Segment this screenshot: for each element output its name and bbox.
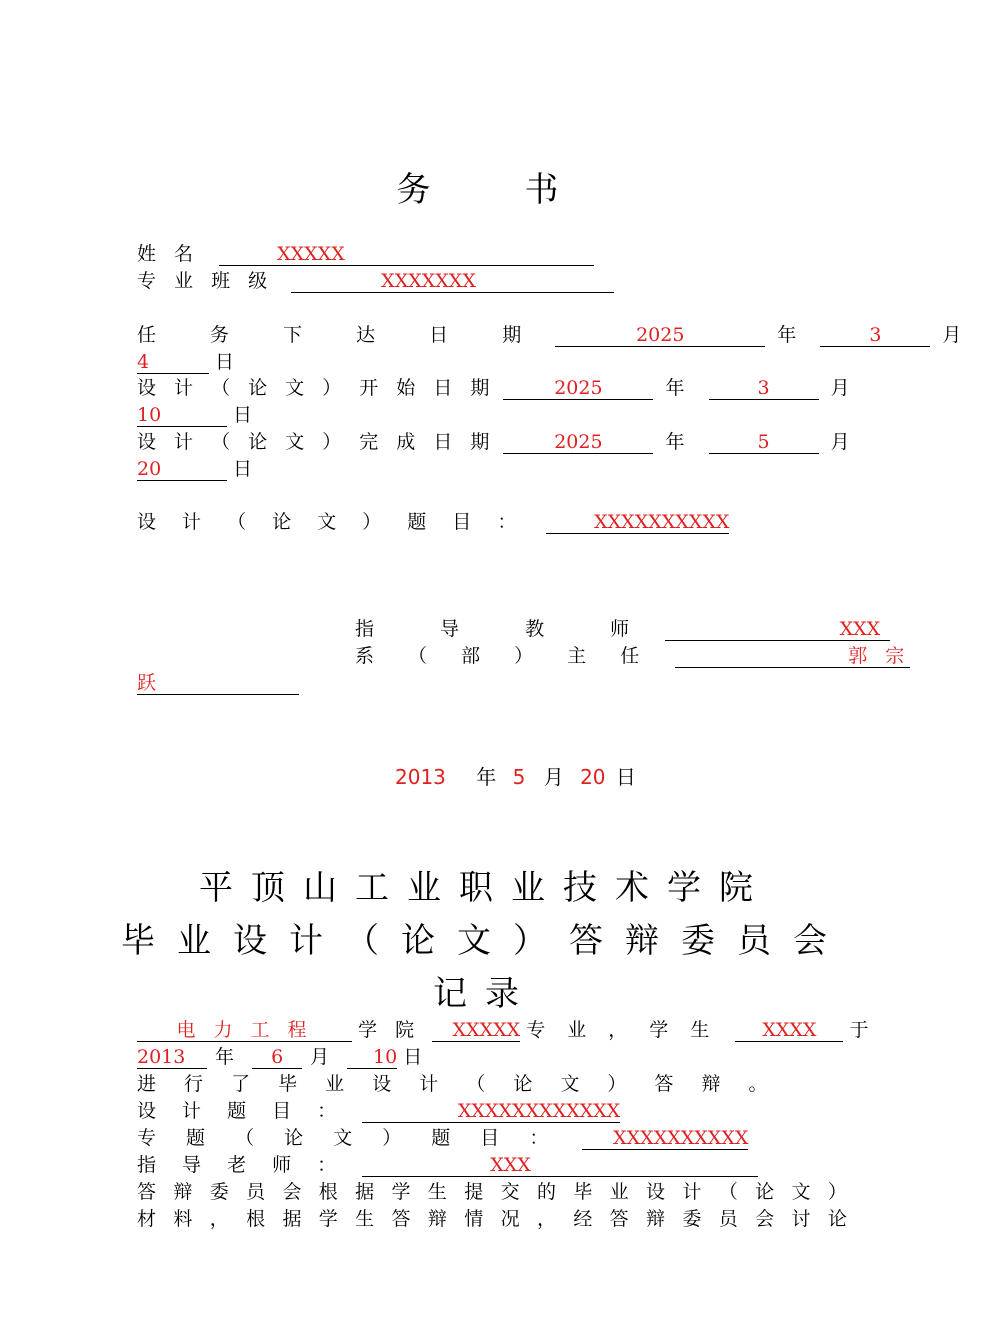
topic-label: 设 计 （ 论 文 ） 题 目 ： (137, 511, 527, 533)
paragraph-char: 计 (682, 1181, 702, 1203)
record-year-field[interactable] (137, 1044, 207, 1069)
paragraph-char: 业 (609, 1181, 629, 1203)
paragraph-char: 生 (355, 1208, 375, 1230)
signing-date (395, 761, 636, 790)
paragraph-char: 辩 (173, 1181, 193, 1203)
finish-date-row (137, 429, 850, 455)
defense-text: 进 行 了 毕 业 设 计 （ 论 文 ） 答 辩 。 (137, 1073, 779, 1095)
record-topic-field[interactable] (362, 1098, 620, 1123)
finish-day-row (137, 456, 847, 482)
month-char: 月 (543, 765, 564, 789)
start-year: 2025 (554, 377, 603, 399)
finish-year: 2025 (554, 431, 603, 453)
start-day-field[interactable] (137, 402, 227, 427)
assign-month-field[interactable] (820, 322, 930, 347)
name-row (137, 241, 847, 267)
assign-day: 4 (137, 351, 150, 373)
start-year-field[interactable] (503, 375, 653, 400)
director-label: 系 （ 部 ） 主 任 (355, 645, 654, 667)
paragraph-char: 据 (282, 1208, 302, 1230)
assign-day-row (137, 349, 847, 375)
director-row (355, 643, 911, 669)
paragraph-char: 学 (318, 1208, 338, 1230)
finish-month-field[interactable] (709, 429, 819, 454)
year-char: 年 (665, 431, 685, 453)
start-day-row (137, 402, 847, 428)
month-char: 月 (942, 324, 962, 346)
topic-value: XXXXXXXXXX (594, 511, 730, 533)
paragraph-char: 辩 (427, 1208, 447, 1230)
month-char: 月 (830, 431, 850, 453)
major-value: XXXXX (452, 1019, 521, 1041)
student-value: XXXX (762, 1019, 817, 1041)
record-advisor-value: XXX (490, 1154, 531, 1176)
record-heading-1: 平顶山工业职业技术学院 (199, 868, 771, 908)
paragraph-char: 交 (500, 1181, 520, 1203)
paragraph-char: 论 (827, 1208, 847, 1230)
record-topic-label: 设 计 题 目 ： (137, 1100, 347, 1122)
paragraph-char: 文 (791, 1181, 811, 1203)
record-special-label: 专 题 （ 论 文 ） 题 目 ： (137, 1127, 561, 1149)
record-advisor-label: 指 导 老 师 ： (137, 1154, 347, 1176)
record-advisor-row (137, 1152, 847, 1178)
paragraph-char: 会 (755, 1208, 775, 1230)
record-day: 10 (373, 1046, 398, 1068)
paragraph-char: 学 (391, 1181, 411, 1203)
assign-month: 3 (869, 324, 882, 346)
record-college-row (137, 1017, 869, 1043)
paragraph-char: 答 (391, 1208, 411, 1230)
director-value-a: 郭 宗 (848, 645, 911, 667)
name-field[interactable] (219, 241, 594, 266)
assign-day-field[interactable] (137, 349, 209, 374)
day-char: 日 (233, 458, 253, 480)
paragraph-char: 材 (137, 1208, 157, 1230)
assign-year-field[interactable] (555, 322, 765, 347)
paragraph-char: （ (718, 1181, 738, 1203)
record-special-value: XXXXXXXXXX (613, 1127, 749, 1149)
paragraph-char: 据 (355, 1181, 375, 1203)
paragraph-char: ， (209, 1208, 229, 1230)
signing-day: 20 (580, 765, 606, 789)
paragraph-char: ） (827, 1181, 847, 1203)
college-label: 学 院 (358, 1019, 421, 1041)
paragraph-char: 论 (755, 1181, 775, 1203)
finish-day-field[interactable] (137, 456, 227, 481)
record-special-row (137, 1125, 847, 1151)
signing-month: 5 (512, 765, 526, 789)
class-row (137, 268, 847, 294)
advisor-value: XXX (839, 618, 881, 640)
record-topic-row (137, 1098, 847, 1124)
finish-day: 20 (137, 458, 162, 480)
day-char: 日 (215, 351, 235, 373)
advisor-row (355, 616, 881, 642)
record-advisor-field[interactable] (362, 1152, 758, 1177)
start-month: 3 (757, 377, 770, 399)
class-label: 专 业 班 级 (137, 270, 274, 292)
assign-label: 任 务 下 达 日 期 (137, 324, 546, 346)
day-char: 日 (403, 1046, 423, 1068)
record-month-field[interactable] (252, 1044, 302, 1069)
paragraph-char: 答 (137, 1181, 157, 1203)
paragraph-char: 生 (427, 1181, 447, 1203)
director-value-b: 跃 (137, 672, 157, 694)
paragraph-char: 根 (246, 1208, 266, 1230)
year-char: 年 (215, 1046, 235, 1068)
month-char: 月 (830, 377, 850, 399)
year-char: 年 (476, 765, 497, 789)
paragraph-char: 员 (718, 1208, 738, 1230)
paragraph-char: 讨 (791, 1208, 811, 1230)
paragraph-line-1 (137, 1179, 847, 1205)
paragraph-char: 委 (682, 1208, 702, 1230)
topic-row (137, 509, 847, 535)
director-cont-row (137, 670, 847, 696)
class-field[interactable] (291, 268, 614, 293)
paragraph-char: 的 (536, 1181, 556, 1203)
paragraph-line-2 (137, 1206, 847, 1232)
college-field[interactable] (137, 1017, 352, 1042)
name-value: XXXXX (277, 243, 345, 265)
finish-year-field[interactable] (503, 429, 653, 454)
month-char: 月 (310, 1046, 330, 1068)
paragraph-char: 情 (464, 1208, 484, 1230)
record-special-field[interactable] (582, 1125, 748, 1150)
finish-label: 设 计 （ 论 文 ） 完 成 日 期 (137, 431, 496, 453)
topic-field[interactable] (546, 509, 729, 534)
advisor-field[interactable] (665, 616, 890, 641)
finish-month: 5 (757, 431, 770, 453)
start-label: 设 计 （ 论 文 ） 开 始 日 期 (137, 377, 496, 399)
start-day: 10 (137, 404, 162, 426)
director-field-cont[interactable] (137, 670, 299, 695)
major-field[interactable] (432, 1017, 520, 1042)
paragraph-char: 料 (173, 1208, 193, 1230)
record-topic-value: XXXXXXXXXXXX (457, 1100, 621, 1122)
year-char: 年 (665, 377, 685, 399)
paragraph-char: 辩 (646, 1208, 666, 1230)
director-field[interactable] (675, 643, 910, 668)
day-char: 日 (615, 765, 636, 789)
record-date-row (137, 1044, 847, 1070)
paragraph-char: 委 (209, 1181, 229, 1203)
paragraph-char: 况 (500, 1208, 520, 1230)
major-label: 专 业 ， 学 生 (526, 1019, 718, 1041)
college-value: 电 力 工 程 (176, 1019, 313, 1041)
student-field[interactable] (735, 1017, 843, 1042)
class-value: XXXXXXX (381, 270, 476, 292)
yu-char: 于 (849, 1019, 869, 1041)
record-day-field[interactable] (347, 1044, 397, 1069)
advisor-label: 指 导 教 师 (355, 618, 660, 640)
year-char: 年 (777, 324, 797, 346)
paragraph-char: 员 (246, 1181, 266, 1203)
paragraph-char: 根 (318, 1181, 338, 1203)
paragraph-char: 提 (464, 1181, 484, 1203)
signing-year: 2013 (395, 765, 446, 789)
paragraph-char: ， (536, 1208, 556, 1230)
record-year: 2013 (137, 1046, 186, 1068)
record-heading-3: 记录 (433, 974, 537, 1014)
day-char: 日 (233, 404, 253, 426)
paragraph-char: 设 (646, 1181, 666, 1203)
record-month: 6 (271, 1046, 284, 1068)
paragraph-char: 会 (282, 1181, 302, 1203)
page-title: 务 书 (396, 170, 589, 210)
assign-date-row (137, 322, 962, 348)
start-date-row (137, 375, 850, 401)
paragraph-char: 经 (573, 1208, 593, 1230)
assign-year: 2025 (636, 324, 685, 346)
start-month-field[interactable] (709, 375, 819, 400)
name-label: 姓 名 (137, 243, 200, 265)
paragraph-char: 答 (609, 1208, 629, 1230)
paragraph-char: 毕 (573, 1181, 593, 1203)
record-heading-2: 毕业设计（论文）答辩委员会 (121, 921, 849, 961)
